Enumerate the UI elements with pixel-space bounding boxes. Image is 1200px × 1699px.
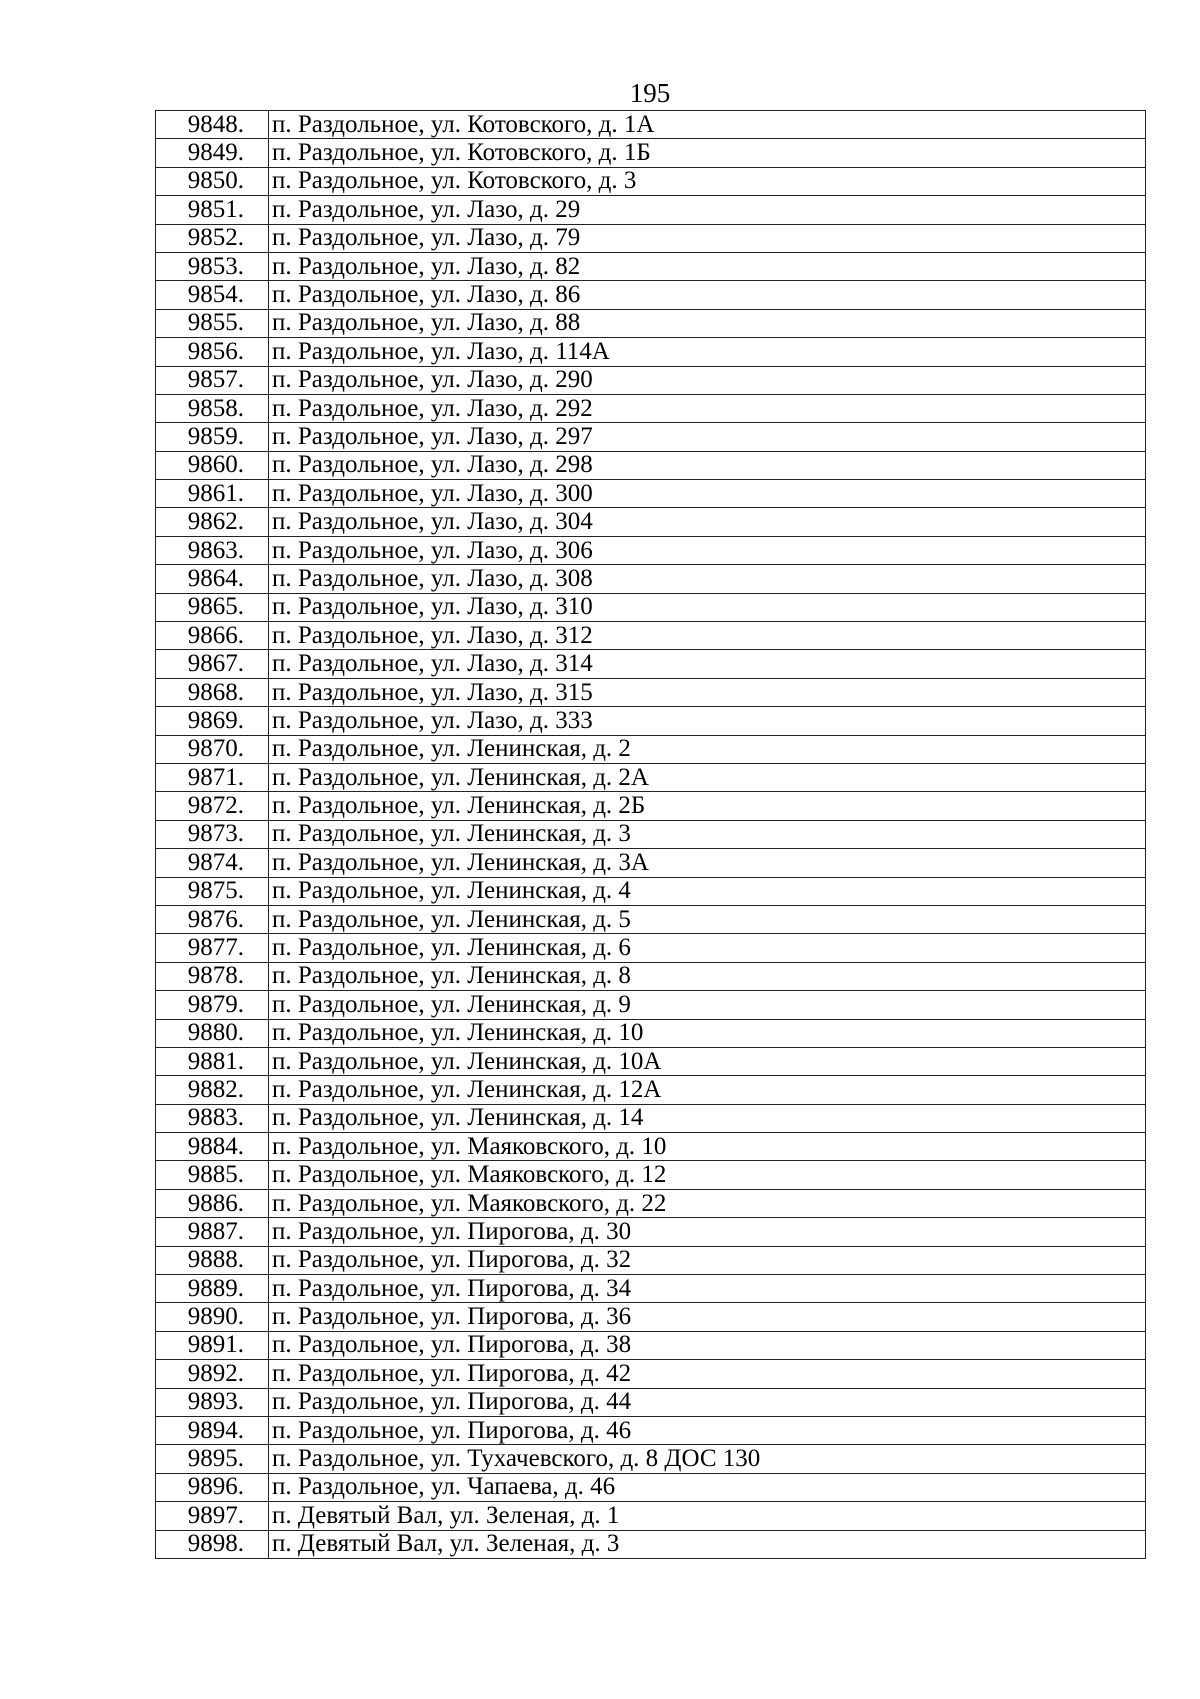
row-number-cell: 9896. [156,1473,269,1501]
table-row [156,678,1146,706]
address-cell: п. Раздольное, ул. Тухачевского, д. 8 ДОС 130 [269,1445,1146,1473]
row-number-cell: 9850. [156,167,269,195]
row-number-cell: 9854. [156,281,269,309]
row-number-cell: 9888. [156,1246,269,1274]
address-cell: п. Раздольное, ул. Пирогова, д. 44 [269,1388,1146,1416]
table-row [156,763,1146,791]
table-row [156,1502,1146,1530]
address-cell: п. Раздольное, ул. Ленинская, д. 4 [269,877,1146,905]
row-number-cell: 9856. [156,338,269,366]
table-row [156,111,1146,139]
row-number-cell: 9858. [156,394,269,422]
table-row [156,565,1146,593]
address-cell: п. Раздольное, ул. Лазо, д. 300 [269,480,1146,508]
table-row [156,991,1146,1019]
address-cell: п. Раздольное, ул. Лазо, д. 308 [269,565,1146,593]
row-number-cell: 9866. [156,622,269,650]
table-row [156,1530,1146,1558]
row-number-cell: 9894. [156,1416,269,1444]
address-cell: п. Раздольное, ул. Ленинская, д. 3 [269,820,1146,848]
address-cell: п. Раздольное, ул. Чапаева, д. 46 [269,1473,1146,1501]
table-row [156,1275,1146,1303]
table-row [156,650,1146,678]
row-number-cell: 9849. [156,139,269,167]
address-cell: п. Раздольное, ул. Ленинская, д. 2А [269,763,1146,791]
address-cell: п. Раздольное, ул. Котовского, д. 1А [269,111,1146,139]
address-cell: п. Раздольное, ул. Ленинская, д. 2Б [269,792,1146,820]
row-number-cell: 9855. [156,309,269,337]
row-number-cell: 9870. [156,735,269,763]
address-cell: п. Раздольное, ул. Ленинская, д. 5 [269,905,1146,933]
row-number-cell: 9860. [156,451,269,479]
address-cell: п. Раздольное, ул. Лазо, д. 298 [269,451,1146,479]
address-cell: п. Раздольное, ул. Лазо, д. 310 [269,593,1146,621]
table-row [156,622,1146,650]
address-cell: п. Раздольное, ул. Лазо, д. 114А [269,338,1146,366]
row-number-cell: 9867. [156,650,269,678]
row-number-cell: 9882. [156,1076,269,1104]
table-row [156,593,1146,621]
table-row [156,877,1146,905]
address-cell: п. Раздольное, ул. Пирогова, д. 46 [269,1416,1146,1444]
row-number-cell: 9857. [156,366,269,394]
row-number-cell: 9893. [156,1388,269,1416]
table-row [156,508,1146,536]
row-number-cell: 9864. [156,565,269,593]
row-number-cell: 9875. [156,877,269,905]
table-row [156,1360,1146,1388]
address-cell: п. Раздольное, ул. Пирогова, д. 30 [269,1218,1146,1246]
table-row [156,451,1146,479]
address-cell: п. Раздольное, ул. Лазо, д. 315 [269,678,1146,706]
address-cell: п. Раздольное, ул. Лазо, д. 88 [269,309,1146,337]
row-number-cell: 9891. [156,1331,269,1359]
row-number-cell: 9878. [156,962,269,990]
row-number-cell: 9852. [156,224,269,252]
table-row [156,1019,1146,1047]
address-cell: п. Раздольное, ул. Маяковского, д. 10 [269,1133,1146,1161]
address-cell: п. Раздольное, ул. Лазо, д. 292 [269,394,1146,422]
table-row [156,139,1146,167]
row-number-cell: 9873. [156,820,269,848]
table-row [156,1189,1146,1217]
row-number-cell: 9886. [156,1189,269,1217]
table-row [156,252,1146,280]
address-table [155,110,1146,1559]
address-cell: п. Раздольное, ул. Котовского, д. 1Б [269,139,1146,167]
address-cell: п. Раздольное, ул. Пирогова, д. 36 [269,1303,1146,1331]
address-cell: п. Раздольное, ул. Пирогова, д. 38 [269,1331,1146,1359]
address-cell: п. Раздольное, ул. Пирогова, д. 32 [269,1246,1146,1274]
row-number-cell: 9879. [156,991,269,1019]
address-cell: п. Раздольное, ул. Лазо, д. 297 [269,423,1146,451]
row-number-cell: 9851. [156,196,269,224]
address-cell: п. Девятый Вал, ул. Зеленая, д. 1 [269,1502,1146,1530]
address-cell: п. Раздольное, ул. Ленинская, д. 8 [269,962,1146,990]
table-row [156,735,1146,763]
table-row [156,962,1146,990]
table-row [156,423,1146,451]
table-row [156,1218,1146,1246]
address-cell: п. Раздольное, ул. Маяковского, д. 22 [269,1189,1146,1217]
address-cell: п. Раздольное, ул. Лазо, д. 312 [269,622,1146,650]
table-row [156,281,1146,309]
table-row [156,1246,1146,1274]
table-row [156,1133,1146,1161]
row-number-cell: 9871. [156,763,269,791]
table-row [156,934,1146,962]
table-row [156,224,1146,252]
address-cell: п. Раздольное, ул. Лазо, д. 304 [269,508,1146,536]
address-table-body [156,111,1146,1559]
row-number-cell: 9868. [156,678,269,706]
address-cell: п. Раздольное, ул. Ленинская, д. 12А [269,1076,1146,1104]
row-number-cell: 9862. [156,508,269,536]
address-cell: п. Раздольное, ул. Ленинская, д. 14 [269,1104,1146,1132]
row-number-cell: 9872. [156,792,269,820]
table-row [156,1104,1146,1132]
row-number-cell: 9883. [156,1104,269,1132]
table-row [156,480,1146,508]
address-cell: п. Раздольное, ул. Ленинская, д. 10А [269,1047,1146,1075]
address-cell: п. Раздольное, ул. Котовского, д. 3 [269,167,1146,195]
row-number-cell: 9897. [156,1502,269,1530]
table-row [156,1473,1146,1501]
table-row [156,820,1146,848]
table-row [156,394,1146,422]
row-number-cell: 9865. [156,593,269,621]
address-cell: п. Раздольное, ул. Пирогова, д. 42 [269,1360,1146,1388]
address-cell: п. Раздольное, ул. Ленинская, д. 2 [269,735,1146,763]
row-number-cell: 9859. [156,423,269,451]
table-row [156,167,1146,195]
address-cell: п. Раздольное, ул. Ленинская, д. 3А [269,849,1146,877]
row-number-cell: 9869. [156,707,269,735]
row-number-cell: 9884. [156,1133,269,1161]
row-number-cell: 9890. [156,1303,269,1331]
table-row [156,1303,1146,1331]
row-number-cell: 9889. [156,1275,269,1303]
row-number-cell: 9887. [156,1218,269,1246]
row-number-cell: 9895. [156,1445,269,1473]
address-cell: п. Раздольное, ул. Лазо, д. 82 [269,252,1146,280]
address-cell: п. Раздольное, ул. Лазо, д. 29 [269,196,1146,224]
address-cell: п. Раздольное, ул. Ленинская, д. 9 [269,991,1146,1019]
table-row [156,849,1146,877]
table-row [156,196,1146,224]
row-number-cell: 9848. [156,111,269,139]
row-number-cell: 9880. [156,1019,269,1047]
address-cell: п. Раздольное, ул. Ленинская, д. 10 [269,1019,1146,1047]
row-number-cell: 9874. [156,849,269,877]
table-row [156,338,1146,366]
row-number-cell: 9881. [156,1047,269,1075]
address-cell: п. Раздольное, ул. Лазо, д. 290 [269,366,1146,394]
row-number-cell: 9892. [156,1360,269,1388]
address-cell: п. Раздольное, ул. Ленинская, д. 6 [269,934,1146,962]
row-number-cell: 9877. [156,934,269,962]
table-row [156,1161,1146,1189]
table-row [156,1416,1146,1444]
row-number-cell: 9898. [156,1530,269,1558]
table-row [156,1047,1146,1075]
address-cell: п. Девятый Вал, ул. Зеленая, д. 3 [269,1530,1146,1558]
page-number: 195 [629,78,671,108]
table-row [156,536,1146,564]
table-row [156,1076,1146,1104]
address-cell: п. Раздольное, ул. Пирогова, д. 34 [269,1275,1146,1303]
address-cell: п. Раздольное, ул. Лазо, д. 306 [269,536,1146,564]
address-cell: п. Раздольное, ул. Лазо, д. 314 [269,650,1146,678]
address-cell: п. Раздольное, ул. Лазо, д. 86 [269,281,1146,309]
table-row [156,707,1146,735]
table-row [156,1445,1146,1473]
table-row [156,1331,1146,1359]
row-number-cell: 9885. [156,1161,269,1189]
row-number-cell: 9863. [156,536,269,564]
address-cell: п. Раздольное, ул. Лазо, д. 333 [269,707,1146,735]
table-row [156,792,1146,820]
row-number-cell: 9876. [156,905,269,933]
row-number-cell: 9853. [156,252,269,280]
address-cell: п. Раздольное, ул. Лазо, д. 79 [269,224,1146,252]
table-row [156,1388,1146,1416]
table-row [156,366,1146,394]
table-row [156,905,1146,933]
address-cell: п. Раздольное, ул. Маяковского, д. 12 [269,1161,1146,1189]
table-row [156,309,1146,337]
row-number-cell: 9861. [156,480,269,508]
